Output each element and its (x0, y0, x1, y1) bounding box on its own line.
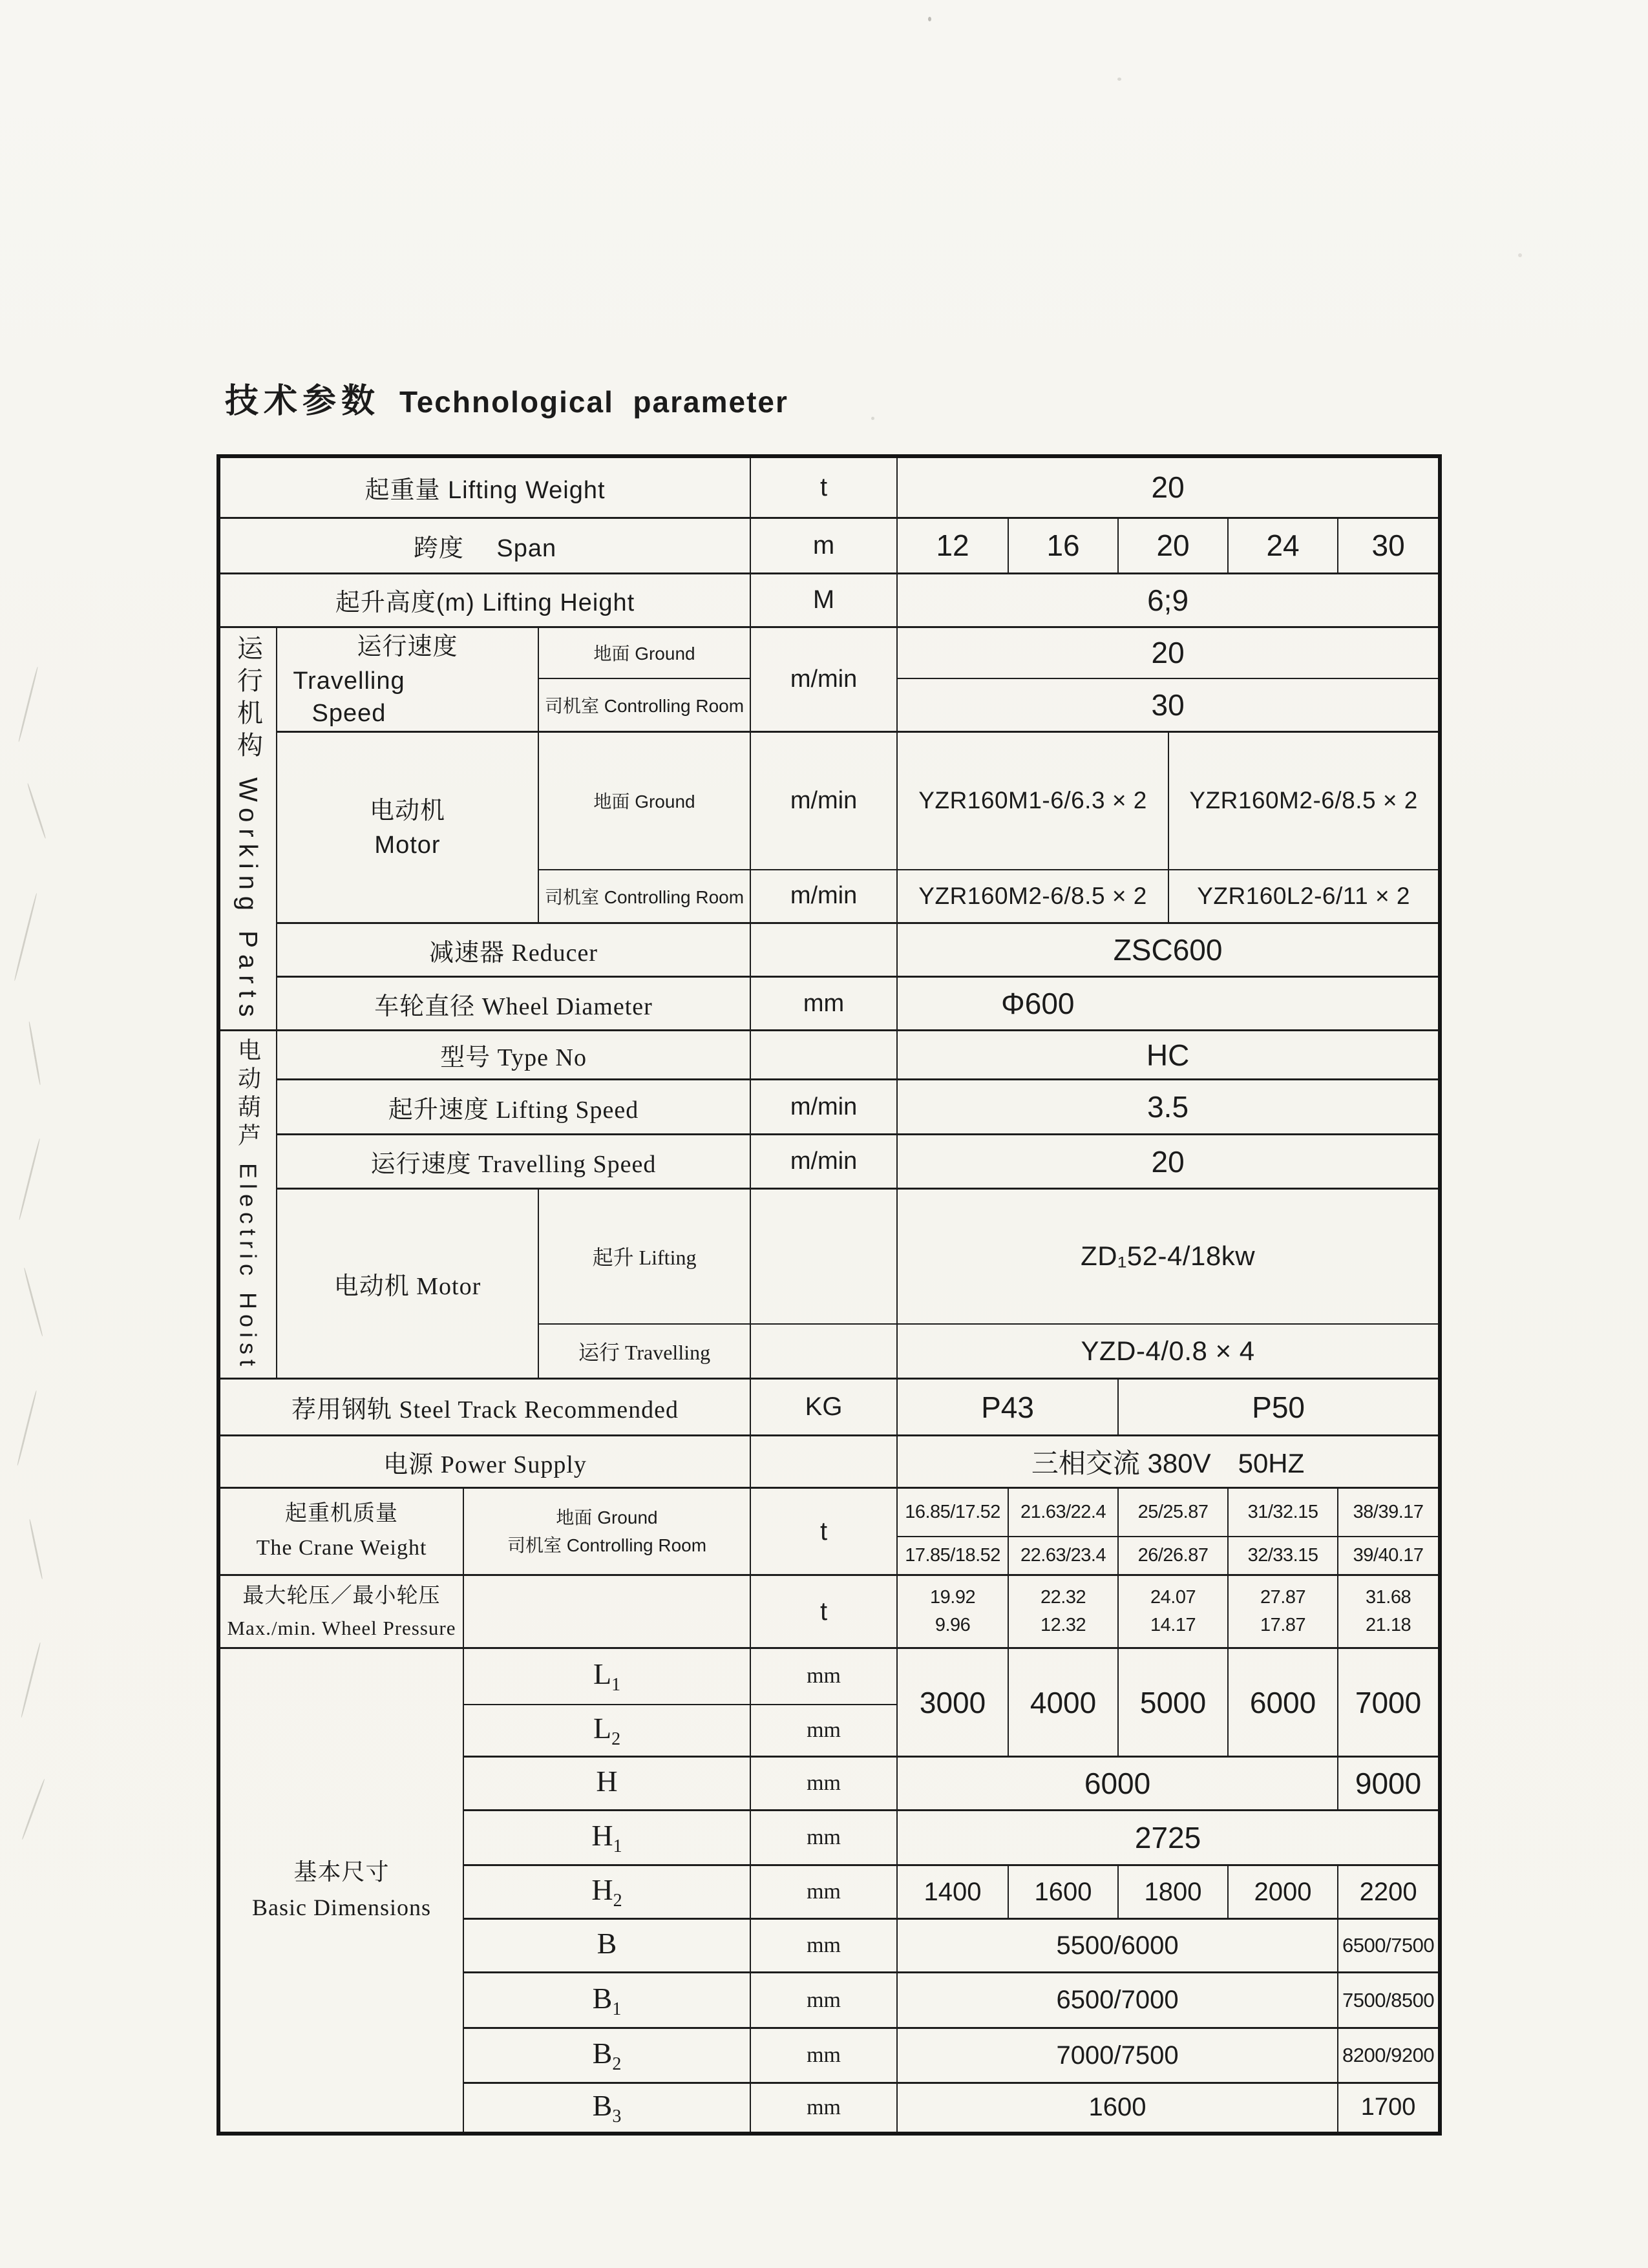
hoist-lifting-speed-value: 3.5 (897, 1080, 1440, 1135)
dim-b-30m-value: 6500/7500 (1338, 1919, 1440, 1973)
crane-weight-label-zh: 起重机质量 (285, 1502, 398, 1526)
hoist-type-no-unit-cell (750, 1031, 897, 1080)
dim-h1-value: 2725 (897, 1811, 1440, 1865)
wp-travelling-speed-label-en: Travelling Speed (293, 667, 405, 727)
wheel-pressure-max: 22.32 (1041, 1586, 1086, 1608)
dim-h2-unit: mm (750, 1865, 897, 1919)
wp-motor-ground-label: 地面 Ground (538, 731, 750, 870)
power-supply-label: 电源 Power Supply (218, 1436, 750, 1488)
wp-motor-ground-unit: m/min (750, 731, 897, 870)
basic-dimensions-label-en: Basic Dimensions (252, 1895, 431, 1921)
dim-b-unit: mm (750, 1919, 897, 1973)
dim-h1-name (463, 1811, 750, 1865)
wp-ts-ground-value: 20 (897, 627, 1440, 678)
dim-h2-sub: 2 (613, 1891, 622, 1911)
wp-travelling-speed-label-zh: 运行速度 (357, 633, 458, 661)
page-title-en: Technological parameter (399, 385, 788, 419)
dim-b2-main-value: 7000/7500 (897, 2028, 1338, 2083)
lifting-weight-value: 20 (897, 456, 1440, 518)
crane-weight-label (218, 1488, 463, 1575)
wp-motor-room-value-left: YZR160M2-6/8.5 × 2 (897, 870, 1168, 923)
hoist-motor-label: 电动机 Motor (277, 1189, 538, 1379)
wp-motor-room-value-right: YZR160L2-6/11 × 2 (1168, 870, 1440, 923)
span-value-24m: 24 (1228, 518, 1338, 573)
dim-h2-20m: 1800 (1118, 1865, 1228, 1919)
wheel-pressure-label (218, 1575, 463, 1648)
wheel-pressure-label-en: Max./min. Wheel Pressure (227, 1616, 456, 1639)
hoist-travelling-speed-unit: m/min (750, 1135, 897, 1189)
spec-table (217, 454, 1442, 2136)
reducer-label: 减速器 Reducer (277, 923, 750, 977)
reducer-value: ZSC600 (897, 923, 1440, 977)
dim-b1-name (463, 1973, 750, 2028)
basic-dimensions-label (218, 1648, 463, 2134)
wp-ts-room-value: 30 (897, 678, 1440, 731)
dim-l1-unit: mm (750, 1648, 897, 1705)
dim-b2-name (463, 2028, 750, 2083)
wp-motor-ground-value-left: YZR160M1-6/6.3 × 2 (897, 731, 1168, 870)
dim-b3-name (463, 2083, 750, 2134)
hoist-type-no-value: HC (897, 1031, 1440, 1080)
hoist-motor-lifting-value: ZD₁52-4/18kw (897, 1189, 1440, 1324)
hoist-motor-travelling-value: YZD-4/0.8 × 4 (897, 1324, 1440, 1379)
span-value-20m: 20 (1118, 518, 1228, 573)
hoist-lifting-speed-label: 起升速度 Lifting Speed (277, 1080, 750, 1135)
wheel-pressure-max: 27.87 (1260, 1586, 1306, 1608)
crane-weight-label-en: The Crane Weight (256, 1536, 427, 1560)
crane-weight-room-20m: 26/26.87 (1118, 1537, 1228, 1575)
crane-weight-ground-16m: 21.63/22.4 (1008, 1488, 1118, 1537)
page-title (225, 373, 788, 422)
dim-b1-base: B (592, 1981, 613, 2015)
span-value-30m: 30 (1338, 518, 1440, 573)
dim-h2-16m: 1600 (1008, 1865, 1118, 1919)
scan-speck (1518, 253, 1522, 257)
crane-weight-ground-label: 地面 Ground (556, 1507, 658, 1528)
span-value-12m: 12 (897, 518, 1008, 573)
wheel-pressure-max: 19.92 (930, 1586, 976, 1608)
dim-b3-unit: mm (750, 2083, 897, 2134)
dim-l2-base: L (593, 1711, 612, 1745)
dim-h-unit: mm (750, 1757, 897, 1811)
crane-weight-room-12m: 17.85/18.52 (897, 1537, 1008, 1575)
dim-l1-base: L (593, 1657, 612, 1691)
dim-l-16m: 4000 (1008, 1648, 1118, 1757)
hoist-motor-travelling-label: 运行 Travelling (538, 1324, 750, 1379)
lifting-weight-label: 起重量 Lifting Weight (218, 456, 750, 518)
wheel-pressure-30m (1338, 1575, 1440, 1648)
wp-ts-room-label: 司机室 Controlling Room (538, 678, 750, 731)
dim-l-12m: 3000 (897, 1648, 1008, 1757)
dim-b1-sub: 1 (612, 1999, 622, 2019)
wheel-pressure-24m (1228, 1575, 1338, 1648)
scan-speck (928, 17, 931, 21)
wheel-pressure-min: 9.96 (935, 1615, 971, 1636)
dim-b1-unit: mm (750, 1973, 897, 2028)
crane-weight-ground-20m: 25/25.87 (1118, 1488, 1228, 1537)
hoist-travelling-speed-value: 20 (897, 1135, 1440, 1189)
basic-dimensions-label-zh: 基本尺寸 (293, 1858, 390, 1885)
span-value-16m: 16 (1008, 518, 1118, 573)
dim-h1-base: H (591, 1819, 613, 1853)
wp-ts-unit: m/min (750, 627, 897, 731)
crane-weight-ground-30m: 38/39.17 (1338, 1488, 1440, 1537)
dim-h1-unit: mm (750, 1811, 897, 1865)
crane-weight-room-24m: 32/33.15 (1228, 1537, 1338, 1575)
dim-b3-main-value: 1600 (897, 2083, 1338, 2134)
dim-h2-12m: 1400 (897, 1865, 1008, 1919)
dim-b3-sub: 3 (612, 2106, 622, 2126)
dim-b2-base: B (592, 2037, 613, 2070)
wheel-pressure-max: 24.07 (1150, 1586, 1196, 1608)
wheel-pressure-12m (897, 1575, 1008, 1648)
crane-weight-ground-12m: 16.85/17.52 (897, 1488, 1008, 1537)
lifting-height-label: 起升高度(m) Lifting Height (218, 573, 750, 627)
dim-l2-name (463, 1705, 750, 1757)
wheel-pressure-label-zh: 最大轮压／最小轮压 (242, 1584, 441, 1608)
dim-b3-base: B (592, 2088, 613, 2122)
dim-h1-sub: 1 (613, 1836, 622, 1857)
dim-l-24m: 6000 (1228, 1648, 1338, 1757)
wheel-pressure-16m (1008, 1575, 1118, 1648)
dim-b-name (463, 1919, 750, 1973)
wp-motor-label (277, 731, 538, 923)
dim-b2-30m-value: 8200/9200 (1338, 2028, 1440, 2083)
dim-l-30m: 7000 (1338, 1648, 1440, 1757)
steel-track-label: 荐用钢轨 Steel Track Recommended (218, 1379, 750, 1436)
wp-travelling-speed-label (277, 627, 538, 731)
dim-h2-base: H (591, 1873, 613, 1907)
dim-b1-main-value: 6500/7000 (897, 1973, 1338, 2028)
lifting-height-value: 6;9 (897, 573, 1440, 627)
dim-h2-name (463, 1865, 750, 1919)
lifting-weight-unit: t (750, 456, 897, 518)
power-supply-value: 三相交流 380V 50HZ (897, 1436, 1440, 1488)
dim-h-30m-value: 9000 (1338, 1757, 1440, 1811)
scan-speck (871, 417, 874, 420)
wp-motor-room-label: 司机室 Controlling Room (538, 870, 750, 923)
dim-b1-30m-value: 7500/8500 (1338, 1973, 1440, 2028)
crane-weight-room-label: 司机室 Controlling Room (507, 1535, 707, 1556)
dim-b-main-value: 5500/6000 (897, 1919, 1338, 1973)
wp-motor-room-unit: m/min (750, 870, 897, 923)
wheel-pressure-min: 21.18 (1366, 1615, 1411, 1636)
dim-l2-unit: mm (750, 1705, 897, 1757)
wheel-pressure-min: 17.87 (1260, 1615, 1306, 1636)
dim-h-base: H (596, 1765, 618, 1798)
dim-l2-sub: 2 (611, 1728, 621, 1749)
wheel-diameter-label: 车轮直径 Wheel Diameter (277, 977, 750, 1031)
wheel-diameter-value: Φ600 (897, 977, 1440, 1031)
hoist-type-no-label: 型号 Type No (277, 1031, 750, 1080)
dim-l1-name (463, 1648, 750, 1705)
crane-weight-ground-24m: 31/32.15 (1228, 1488, 1338, 1537)
dim-h2-24m: 2000 (1228, 1865, 1338, 1919)
hoist-motor-travelling-unit-cell (750, 1324, 897, 1379)
hoist-lifting-speed-unit: m/min (750, 1080, 897, 1135)
dim-l-20m: 5000 (1118, 1648, 1228, 1757)
wheel-pressure-20m (1118, 1575, 1228, 1648)
wheel-pressure-spacer-cell (463, 1575, 750, 1648)
wheel-pressure-unit: t (750, 1575, 897, 1648)
crane-weight-room-30m: 39/40.17 (1338, 1537, 1440, 1575)
hoist-motor-lifting-label: 起升 Lifting (538, 1189, 750, 1324)
dim-l1-sub: 1 (611, 1675, 621, 1696)
span-unit: m (750, 518, 897, 573)
dim-b3-30m-value: 1700 (1338, 2083, 1440, 2134)
wheel-pressure-min: 14.17 (1150, 1615, 1196, 1636)
steel-track-value-p50: P50 (1118, 1379, 1440, 1436)
span-label: 跨度 Span (218, 518, 750, 573)
wp-motor-label-zh: 电动机 (369, 797, 445, 825)
reducer-unit-cell (750, 923, 897, 977)
wheel-diameter-unit: mm (750, 977, 897, 1031)
crane-weight-unit: t (750, 1488, 897, 1575)
crane-weight-room-16m: 22.63/23.4 (1008, 1537, 1118, 1575)
page-title-zh: 技术参数 (225, 383, 381, 420)
dim-b2-unit: mm (750, 2028, 897, 2083)
working-parts-section-label: 运行机构 Working Parts (218, 627, 277, 1031)
wp-motor-ground-value-right: YZR160M2-6/8.5 × 2 (1168, 731, 1440, 870)
wheel-pressure-min: 12.32 (1041, 1615, 1086, 1636)
scan-speck (1117, 78, 1121, 81)
dim-b2-sub: 2 (612, 2054, 622, 2075)
dim-h-name (463, 1757, 750, 1811)
hoist-travelling-speed-label: 运行速度 Travelling Speed (277, 1135, 750, 1189)
wp-motor-label-en: Motor (374, 832, 441, 859)
electric-hoist-section-label: 电动葫芦 Electric Hoist (218, 1031, 277, 1379)
hoist-motor-lifting-unit-cell (750, 1189, 897, 1324)
wheel-pressure-max: 31.68 (1366, 1586, 1411, 1608)
steel-track-value-p43: P43 (897, 1379, 1118, 1436)
dim-h-main-value: 6000 (897, 1757, 1338, 1811)
lifting-height-unit: M (750, 573, 897, 627)
dim-b-base: B (597, 1927, 617, 1960)
steel-track-unit: KG (750, 1379, 897, 1436)
power-supply-unit-cell (750, 1436, 897, 1488)
crane-weight-sublabels (463, 1488, 750, 1575)
dim-h2-30m: 2200 (1338, 1865, 1440, 1919)
wp-ts-ground-label: 地面 Ground (538, 627, 750, 678)
